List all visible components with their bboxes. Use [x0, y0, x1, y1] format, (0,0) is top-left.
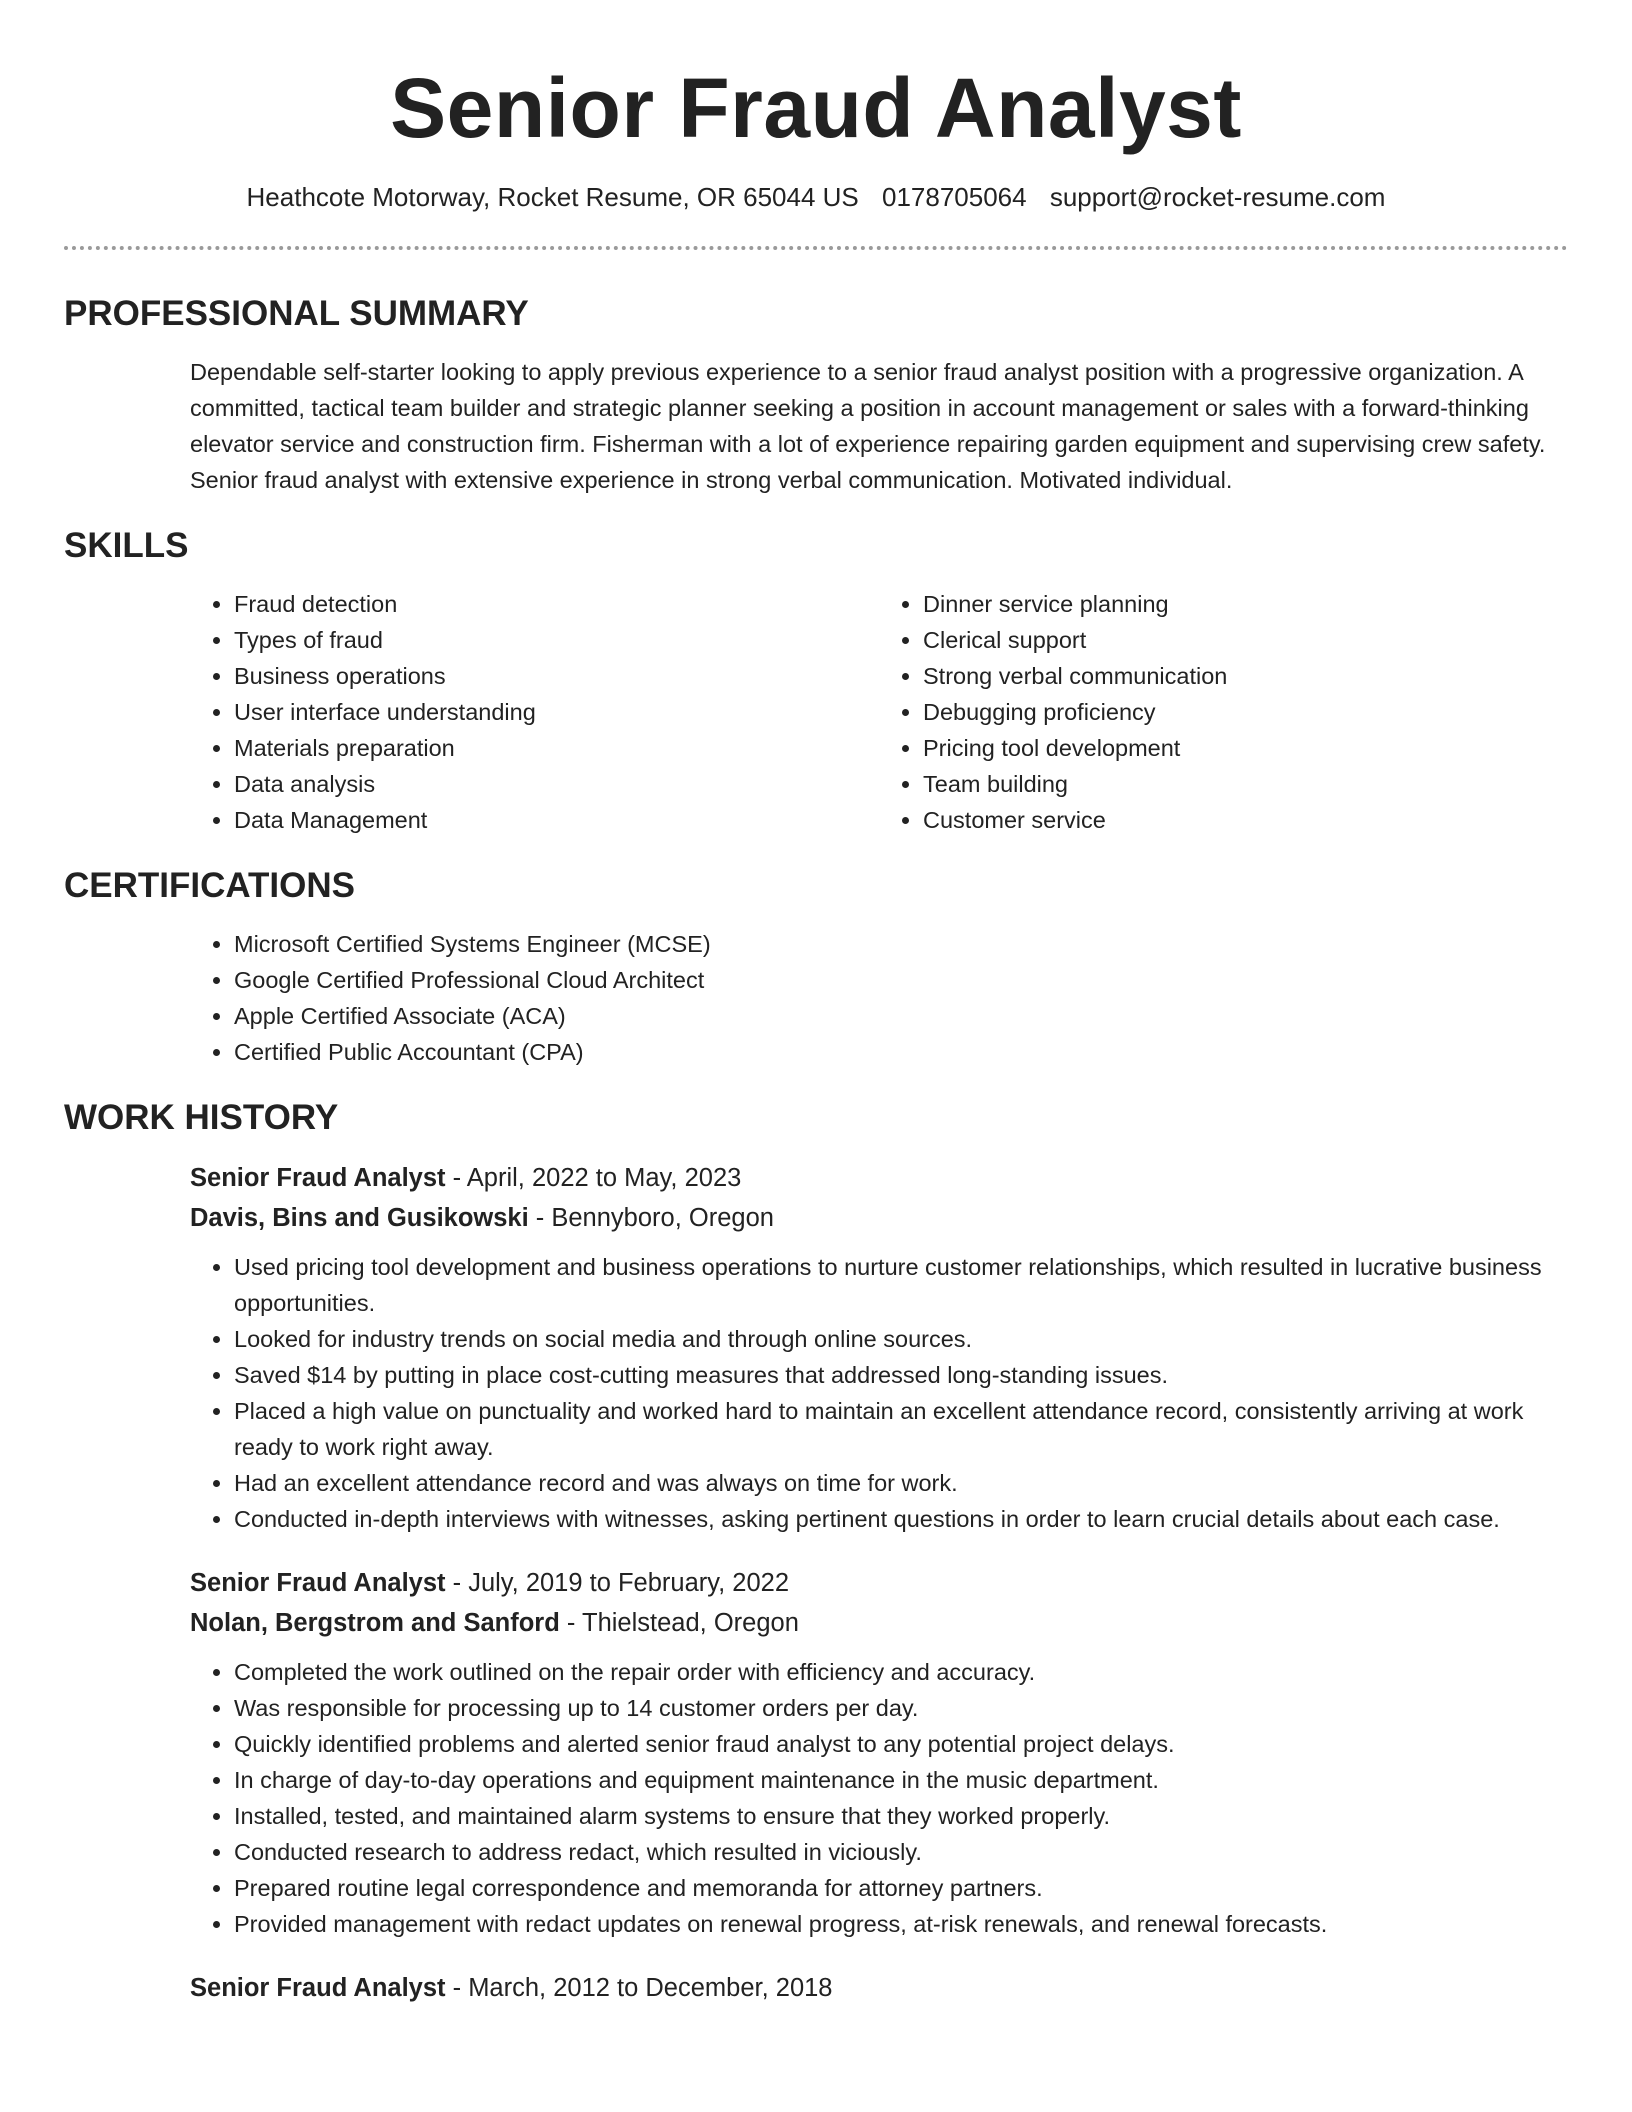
- contact-email: support@rocket-resume.com: [1049, 182, 1386, 212]
- job-bullet: • Placed a high value on punctuality and worked hard to maintain an excellent attendance record, consistently arriving at work ready to work right away.: [234, 1393, 1568, 1465]
- certifications-section: [64, 864, 1568, 1070]
- skill-item: • Materials preparation: [234, 730, 879, 766]
- job-role: Senior Fraud Analyst: [190, 1164, 446, 1192]
- job-role-line: [190, 1563, 1568, 1603]
- skill-item: • Strong verbal communication: [923, 658, 1568, 694]
- skill-item: • Debugging proficiency: [923, 694, 1568, 730]
- skill-item: • Business operations: [234, 658, 879, 694]
- skills-grid: [190, 586, 1568, 838]
- job-bullet: • Quickly identified problems and alerted senior fraud analyst to any potential project delays.: [234, 1726, 1568, 1762]
- skill-item: • User interface understanding: [234, 694, 879, 730]
- job-entry: [190, 1968, 1568, 2008]
- summary-title: PROFESSIONAL SUMMARY: [64, 294, 529, 333]
- job-bullet: • Conducted in-depth interviews with witnesses, asking pertinent questions in order to learn crucial details about each case.: [234, 1501, 1568, 1537]
- job-bullet: • Had an excellent attendance record and was always on time for work.: [234, 1465, 1568, 1501]
- skill-item: • Data Management: [234, 802, 879, 838]
- certifications-list: [190, 926, 1568, 1070]
- job-entry: [190, 1563, 1568, 1942]
- skill-item: • Fraud detection: [234, 586, 879, 622]
- skill-item: • Team building: [923, 766, 1568, 802]
- skills-right-list: [879, 586, 1568, 838]
- job-bullet: • Provided management with redact updates on renewal progress, at-risk renewals, and renewal forecasts.: [234, 1906, 1568, 1942]
- resume-name: Senior Fraud Analyst: [390, 61, 1242, 155]
- job-dates: - July, 2019 to February, 2022: [445, 1569, 790, 1597]
- job-bullets: [190, 1654, 1568, 1942]
- skill-item: • Clerical support: [923, 622, 1568, 658]
- skill-item: • Types of fraud: [234, 622, 879, 658]
- job-dates: - April, 2022 to May, 2023: [445, 1164, 742, 1192]
- skills-title: SKILLS: [64, 526, 189, 565]
- job-location: - Bennyboro, Oregon: [528, 1204, 774, 1232]
- job-bullet: • Was responsible for processing up to 14 customer orders per day.: [234, 1690, 1568, 1726]
- job-company-line: [190, 1198, 1568, 1238]
- job-role-line: [190, 1968, 1568, 2008]
- certifications-title: CERTIFICATIONS: [64, 866, 356, 905]
- job-bullet: • In charge of day-to-day operations and equipment maintenance in the music department.: [234, 1762, 1568, 1798]
- contact-address: Heathcote Motorway, Rocket Resume, OR 65044 US: [246, 182, 859, 212]
- job-dates: - March, 2012 to December, 2018: [445, 1974, 833, 2002]
- job-bullet: • Looked for industry trends on social media and through online sources.: [234, 1321, 1568, 1357]
- certifications-body: [190, 926, 1568, 1070]
- job-bullet: • Completed the work outlined on the repair order with efficiency and accuracy.: [234, 1654, 1568, 1690]
- job-role: Senior Fraud Analyst: [190, 1974, 446, 2002]
- work-history-title: WORK HISTORY: [64, 1098, 339, 1137]
- job-bullet: • Prepared routine legal correspondence and memoranda for attorney partners.: [234, 1870, 1568, 1906]
- skill-item: • Customer service: [923, 802, 1568, 838]
- summary-section: [64, 292, 1568, 498]
- certification-item: • Certified Public Accountant (CPA): [234, 1034, 1568, 1070]
- contact-phone: 0178705064: [882, 182, 1027, 212]
- work-history-section: [64, 1096, 1568, 2008]
- skill-item: • Dinner service planning: [923, 586, 1568, 622]
- job-bullet: • Installed, tested, and maintained alarm systems to ensure that they worked properly.: [234, 1798, 1568, 1834]
- job-role-line: [190, 1158, 1568, 1198]
- job-bullet: • Conducted research to address redact, which resulted in viciously.: [234, 1834, 1568, 1870]
- job-company: Nolan, Bergstrom and Sanford: [190, 1609, 560, 1637]
- skills-section: [64, 524, 1568, 838]
- contact-line: [0, 180, 1632, 214]
- job-bullet: • Used pricing tool development and business operations to nurture customer relationships, which resulted in lucrative business opportunities.: [234, 1249, 1568, 1321]
- job-bullet: • Saved $14 by putting in place cost-cutting measures that addressed long-standing issues.: [234, 1357, 1568, 1393]
- header-divider: [64, 246, 1568, 250]
- job-company: Davis, Bins and Gusikowski: [190, 1204, 529, 1232]
- certification-item: • Apple Certified Associate (ACA): [234, 998, 1568, 1034]
- summary-text: Dependable self-starter looking to apply previous experience to a senior fraud analyst position with a progressive organization. A committed, tactical team builder and strategic planner seeking a position in account management or sales with a forward-thinking elevator service and construction firm. Fisherman with a lot of experience repairing garden equipment and supervising crew safety. Senior fraud analyst with extensive experience in strong verbal communication. Motivated individual.: [190, 359, 1546, 493]
- certification-item: • Google Certified Professional Cloud Architect: [234, 962, 1568, 998]
- job-entry: [190, 1158, 1568, 1537]
- skill-item: • Data analysis: [234, 766, 879, 802]
- skills-left-list: [190, 586, 879, 838]
- job-company-line: [190, 1603, 1568, 1643]
- skill-item: • Pricing tool development: [923, 730, 1568, 766]
- job-role: Senior Fraud Analyst: [190, 1569, 446, 1597]
- job-bullets: [190, 1249, 1568, 1537]
- job-location: - Thielstead, Oregon: [559, 1609, 799, 1637]
- certification-item: • Microsoft Certified Systems Engineer (MCSE): [234, 926, 1568, 962]
